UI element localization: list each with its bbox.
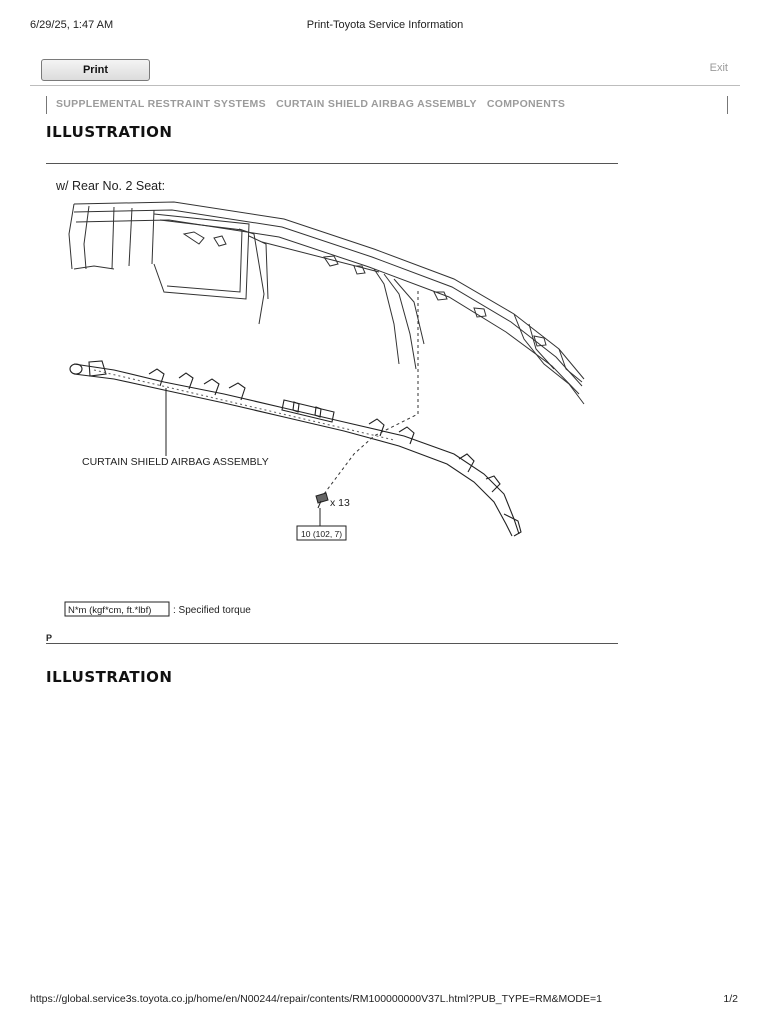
illustration-svg — [54, 174, 614, 624]
bolt-reference-lines — [324, 291, 418, 494]
print-datetime: 6/29/25, 1:47 AM — [30, 19, 114, 31]
page-url: https://global.service3s.toyota.co.jp/home/en/N00244/repair/contents/RM100000000V37L.html?PUB_TYPE=RM&MODE=1 — [30, 993, 602, 1005]
curtain-airbag-illustration — [54, 174, 614, 624]
legend-text: : Specified torque — [173, 605, 251, 616]
page-number: 1/2 — [723, 993, 738, 1005]
part-label: CURTAIN SHIELD AIRBAG ASSEMBLY — [82, 456, 269, 468]
curtain-shield-airbag — [70, 361, 521, 536]
section-divider — [46, 163, 618, 164]
section-heading-illustration-1: ILLUSTRATION — [46, 123, 173, 141]
breadcrumb-item-components[interactable]: COMPONENTS — [486, 98, 566, 110]
breadcrumb-item-airbag[interactable]: CURTAIN SHIELD AIRBAG ASSEMBLY — [276, 98, 477, 110]
breadcrumb-item-srs[interactable]: SUPPLEMENTAL RESTRAINT SYSTEMS — [56, 98, 266, 110]
toolbar — [30, 59, 740, 86]
figure-caption: w/ Rear No. 2 Seat: — [56, 179, 166, 193]
figure-marker: P — [46, 633, 53, 643]
torque-value: 10 (102, 7) — [301, 529, 343, 539]
section-divider — [46, 643, 618, 644]
section-heading-illustration-2: ILLUSTRATION — [46, 668, 173, 686]
legend-unit: N*m (kgf*cm, ft.*lbf) — [68, 605, 152, 616]
bolt-count: x 13 — [330, 497, 350, 509]
breadcrumb — [46, 96, 728, 114]
print-doc-title: Print-Toyota Service Information — [306, 19, 464, 31]
print-button[interactable]: Print — [41, 59, 150, 81]
bolt-icon — [316, 493, 328, 508]
exit-link[interactable]: Exit — [709, 62, 728, 74]
vehicle-body-frame — [69, 202, 584, 404]
